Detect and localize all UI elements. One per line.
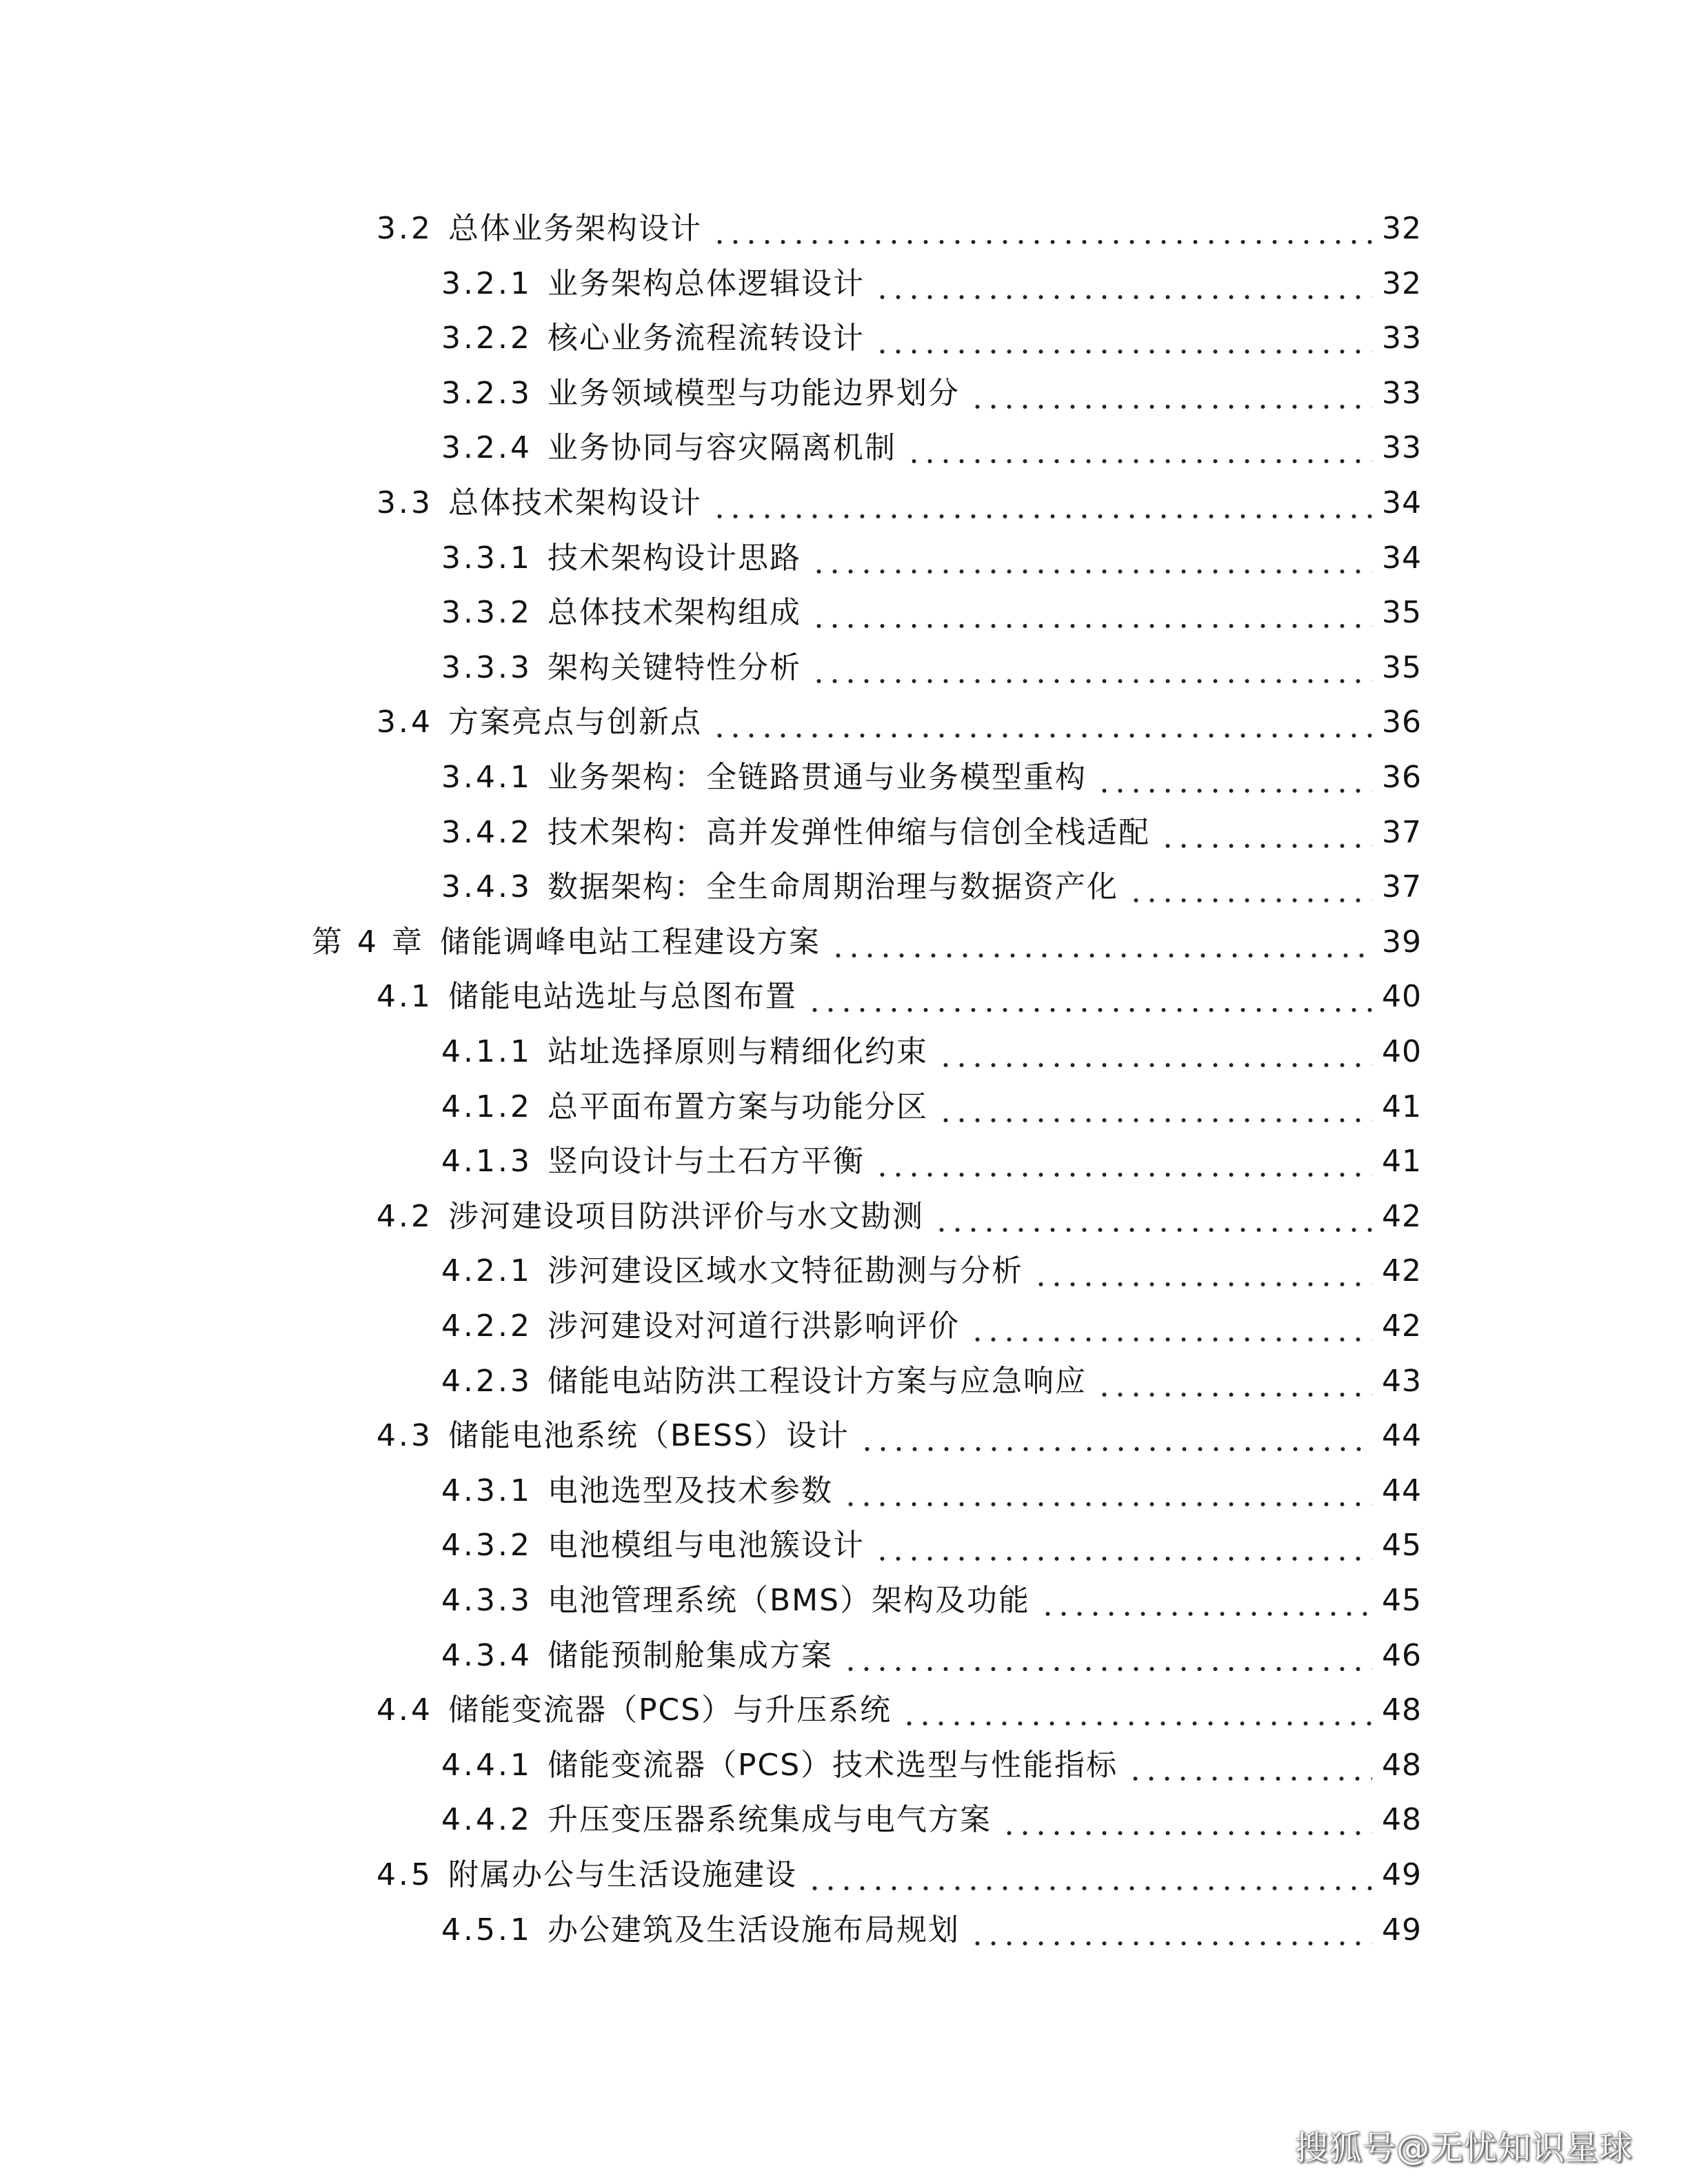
toc-entry-page-number: 48 bbox=[1382, 1692, 1422, 1728]
toc-entry[interactable] bbox=[376, 969, 1422, 1024]
toc-entry[interactable] bbox=[376, 1189, 1422, 1244]
toc-entry-title: 涉河建设区域水文特征勘测与分析 bbox=[547, 1253, 1023, 1288]
toc-entry-title: 架构关键特性分析 bbox=[547, 650, 801, 685]
toc-entry-page-number: 40 bbox=[1382, 1034, 1422, 1069]
toc-dot-leader bbox=[712, 476, 1372, 531]
toc-dot-leader bbox=[969, 1299, 1372, 1354]
toc-entry-page-number: 39 bbox=[1382, 924, 1422, 960]
toc-entry-title: 升压变压器系统集成与电气方案 bbox=[547, 1802, 992, 1837]
toc-dot-leader bbox=[859, 1408, 1372, 1464]
toc-entry[interactable] bbox=[441, 1628, 1422, 1684]
toc-entry[interactable] bbox=[441, 1080, 1422, 1135]
toc-dot-leader bbox=[811, 531, 1372, 586]
toc-entry[interactable] bbox=[376, 695, 1422, 750]
toc-entry-page-number: 49 bbox=[1382, 1857, 1422, 1892]
toc-entry-title: 业务领域模型与功能边界划分 bbox=[547, 376, 960, 411]
toc-entry-page-number: 44 bbox=[1382, 1473, 1422, 1508]
toc-entry-page-number: 37 bbox=[1382, 869, 1422, 904]
toc-entry-page-number: 36 bbox=[1382, 705, 1422, 740]
toc-entry[interactable] bbox=[312, 915, 1422, 970]
toc-entry-title: 储能变流器（PCS）技术选型与性能指标 bbox=[547, 1748, 1118, 1783]
toc-entry-number: 3.4.1 bbox=[441, 760, 532, 795]
toc-dot-leader bbox=[874, 311, 1372, 366]
toc-dot-leader bbox=[901, 1683, 1372, 1738]
toc-entry[interactable] bbox=[376, 476, 1422, 531]
toc-entry-number: 3.2 bbox=[376, 211, 433, 246]
toc-entry[interactable] bbox=[441, 750, 1422, 805]
toc-entry-title: 总体技术架构设计 bbox=[448, 485, 702, 520]
toc-entry-page-number: 42 bbox=[1382, 1253, 1422, 1288]
toc-entry-title: 电池模组与电池簇设计 bbox=[547, 1528, 865, 1563]
toc-entry-title: 业务协同与容灾隔离机制 bbox=[547, 430, 896, 465]
toc-entry[interactable] bbox=[441, 421, 1422, 476]
toc-entry-page-number: 33 bbox=[1382, 376, 1422, 411]
toc-entry-number: 4.5.1 bbox=[441, 1912, 532, 1948]
toc-entry-page-number: 33 bbox=[1382, 321, 1422, 356]
toc-entry-page-number: 33 bbox=[1382, 430, 1422, 465]
toc-dot-leader bbox=[1096, 1354, 1372, 1409]
toc-entry-page-number: 45 bbox=[1382, 1583, 1422, 1618]
toc-entry-title: 附属办公与生活设施建设 bbox=[448, 1857, 797, 1892]
toc-entry-number: 4.1.3 bbox=[441, 1144, 532, 1179]
toc-entry-number: 3.2.4 bbox=[441, 430, 532, 465]
toc-entry-number: 4.4.1 bbox=[441, 1748, 532, 1783]
toc-entry-title: 核心业务流程流转设计 bbox=[547, 321, 865, 356]
toc-entry-number: 4.1 bbox=[376, 979, 433, 1014]
toc-entry-page-number: 40 bbox=[1382, 979, 1422, 1014]
toc-entry[interactable] bbox=[441, 1354, 1422, 1409]
toc-entry-number: 3.4 bbox=[376, 705, 433, 740]
toc-dot-leader bbox=[906, 421, 1372, 476]
toc-entry-number: 4.2.3 bbox=[441, 1364, 532, 1399]
toc-entry-number: 3.3 bbox=[376, 485, 433, 520]
toc-entry-page-number: 37 bbox=[1382, 815, 1422, 850]
toc-entry[interactable] bbox=[441, 860, 1422, 915]
toc-dot-leader bbox=[830, 915, 1372, 970]
toc-dot-leader bbox=[1040, 1573, 1372, 1628]
toc-entry-number: 4.5 bbox=[376, 1857, 433, 1892]
toc-entry[interactable] bbox=[441, 1299, 1422, 1354]
toc-entry-page-number: 35 bbox=[1382, 595, 1422, 630]
toc-dot-leader bbox=[1001, 1792, 1372, 1848]
toc-entry[interactable] bbox=[441, 366, 1422, 421]
toc-dot-leader bbox=[969, 1903, 1372, 1958]
toc-dot-leader bbox=[712, 201, 1372, 256]
toc-dot-leader bbox=[874, 1134, 1372, 1189]
toc-entry-page-number: 48 bbox=[1382, 1802, 1422, 1837]
toc-entry-page-number: 45 bbox=[1382, 1528, 1422, 1563]
toc-entry[interactable] bbox=[441, 311, 1422, 366]
toc-dot-leader bbox=[1127, 1738, 1372, 1793]
toc-entry-number: 4.3.3 bbox=[441, 1583, 532, 1618]
toc-entry-page-number: 46 bbox=[1382, 1638, 1422, 1673]
toc-entry-title: 涉河建设对河道行洪影响评价 bbox=[547, 1308, 960, 1344]
toc-dot-leader bbox=[1160, 805, 1372, 860]
toc-entry-page-number: 42 bbox=[1382, 1308, 1422, 1344]
toc-dot-leader bbox=[843, 1628, 1372, 1684]
toc-dot-leader bbox=[807, 1848, 1372, 1903]
toc-entry[interactable] bbox=[376, 1408, 1422, 1464]
toc-entry-title: 总平面布置方案与功能分区 bbox=[547, 1089, 928, 1124]
toc-dot-leader bbox=[874, 256, 1372, 312]
toc-entry-title: 电池管理系统（BMS）架构及功能 bbox=[547, 1583, 1031, 1618]
toc-dot-leader bbox=[807, 969, 1372, 1024]
toc-entry[interactable] bbox=[441, 256, 1422, 312]
toc-entry-title: 总体业务架构设计 bbox=[448, 211, 702, 246]
toc-entry-number: 3.4.3 bbox=[441, 869, 532, 904]
toc-entry[interactable] bbox=[441, 1518, 1422, 1573]
toc-entry-page-number: 34 bbox=[1382, 540, 1422, 576]
toc-entry[interactable] bbox=[441, 1903, 1422, 1958]
toc-entry-number: 4.2 bbox=[376, 1199, 433, 1234]
toc-entry-page-number: 44 bbox=[1382, 1418, 1422, 1453]
toc-entry-page-number: 48 bbox=[1382, 1748, 1422, 1783]
toc-entry-page-number: 35 bbox=[1382, 650, 1422, 685]
toc-entry-number: 3.2.2 bbox=[441, 321, 532, 356]
toc-entry-number: 3.3.2 bbox=[441, 595, 532, 630]
toc-entry-title: 储能电池系统（BESS）设计 bbox=[448, 1418, 850, 1453]
toc-dot-leader bbox=[934, 1189, 1372, 1244]
toc-entry-title: 储能电站防洪工程设计方案与应急响应 bbox=[547, 1364, 1087, 1399]
toc-dot-leader bbox=[712, 695, 1372, 750]
toc-entry-title: 数据架构：全生命周期治理与数据资产化 bbox=[547, 869, 1118, 904]
toc-entry-number: 4.4.2 bbox=[441, 1802, 532, 1837]
toc-entry-page-number: 32 bbox=[1382, 266, 1422, 301]
toc-entry-title: 储能调峰电站工程建设方案 bbox=[439, 924, 821, 960]
toc-entry-title: 方案亮点与创新点 bbox=[448, 705, 702, 740]
toc-entry-title: 储能电站选址与总图布置 bbox=[448, 979, 797, 1014]
toc-entry-title: 站址选择原则与精细化约束 bbox=[547, 1034, 928, 1069]
toc-entry-title: 业务架构总体逻辑设计 bbox=[547, 266, 865, 301]
toc-entry-title: 技术架构设计思路 bbox=[547, 540, 801, 576]
toc-entry-number: 4.3.2 bbox=[441, 1528, 532, 1563]
toc-dot-leader bbox=[1096, 750, 1372, 805]
toc-dot-leader bbox=[811, 585, 1372, 640]
toc-entry[interactable] bbox=[441, 531, 1422, 586]
toc-dot-leader bbox=[874, 1518, 1372, 1573]
toc-entry-number: 4.1.2 bbox=[441, 1089, 532, 1124]
toc-entry[interactable] bbox=[441, 1792, 1422, 1848]
toc-entry-page-number: 41 bbox=[1382, 1144, 1422, 1179]
toc-dot-leader bbox=[811, 640, 1372, 696]
toc-entry-title: 电池选型及技术参数 bbox=[547, 1473, 833, 1508]
toc-dot-leader bbox=[1128, 860, 1372, 915]
toc-entry-page-number: 42 bbox=[1382, 1199, 1422, 1234]
toc-entry-number: 4.2.2 bbox=[441, 1308, 532, 1344]
toc-entry[interactable] bbox=[441, 585, 1422, 640]
toc-entry[interactable] bbox=[441, 1738, 1422, 1793]
toc-entry-title: 储能预制舱集成方案 bbox=[547, 1638, 833, 1673]
toc-dot-leader bbox=[1033, 1244, 1372, 1299]
toc-entry-number: 3.3.3 bbox=[441, 650, 532, 685]
toc-entry-number: 3.2.3 bbox=[441, 376, 532, 411]
toc-entry-number: 4.3.1 bbox=[441, 1473, 532, 1508]
toc-entry-number: 3.4.2 bbox=[441, 815, 532, 850]
toc-entry-page-number: 36 bbox=[1382, 760, 1422, 795]
toc-entry[interactable] bbox=[376, 201, 1422, 256]
toc-entry-page-number: 49 bbox=[1382, 1912, 1422, 1948]
toc-entry-number: 4.2.1 bbox=[441, 1253, 532, 1288]
toc-entry-title: 储能变流器（PCS）与升压系统 bbox=[448, 1692, 892, 1728]
toc-entry-number: 4.3.4 bbox=[441, 1638, 532, 1673]
toc-entry[interactable] bbox=[441, 805, 1422, 860]
toc-entry-number: 4.3 bbox=[376, 1418, 433, 1453]
toc-entry[interactable] bbox=[441, 1244, 1422, 1299]
toc-entry-number: 4.1.1 bbox=[441, 1034, 532, 1069]
toc-entry-title: 办公建筑及生活设施布局规划 bbox=[547, 1912, 960, 1948]
toc-entry-title: 技术架构：高并发弹性伸缩与信创全栈适配 bbox=[547, 815, 1150, 850]
toc-entry-page-number: 41 bbox=[1382, 1089, 1422, 1124]
toc-entry-page-number: 43 bbox=[1382, 1364, 1422, 1399]
toc-entry-title: 业务架构：全链路贯通与业务模型重构 bbox=[547, 760, 1087, 795]
toc-entry-number: 3.3.1 bbox=[441, 540, 532, 576]
toc-dot-leader bbox=[969, 366, 1372, 421]
toc-entry[interactable] bbox=[441, 1134, 1422, 1189]
toc-entry[interactable] bbox=[441, 1573, 1422, 1628]
toc-dot-leader bbox=[938, 1024, 1372, 1080]
toc-entry-title: 竖向设计与土石方平衡 bbox=[547, 1144, 865, 1179]
toc-dot-leader bbox=[843, 1464, 1372, 1519]
toc-entry[interactable] bbox=[441, 1024, 1422, 1080]
toc-entry-number: 第 4 章 bbox=[312, 924, 425, 960]
toc-entry-page-number: 34 bbox=[1382, 485, 1422, 520]
toc-entry-number: 4.4 bbox=[376, 1692, 433, 1728]
watermark-text: 搜狐号@无忧知识星球 bbox=[1294, 2129, 1633, 2167]
toc-entry-title: 总体技术架构组成 bbox=[547, 595, 801, 630]
toc-entry[interactable] bbox=[441, 1464, 1422, 1519]
toc-dot-leader bbox=[938, 1080, 1372, 1135]
toc-entry[interactable] bbox=[376, 1848, 1422, 1903]
toc-entry-page-number: 32 bbox=[1382, 211, 1422, 246]
toc-entry[interactable] bbox=[441, 640, 1422, 696]
toc-entry[interactable] bbox=[376, 1683, 1422, 1738]
toc-entry-number: 3.2.1 bbox=[441, 266, 532, 301]
toc-entry-title: 涉河建设项目防洪评价与水文勘测 bbox=[448, 1199, 924, 1234]
